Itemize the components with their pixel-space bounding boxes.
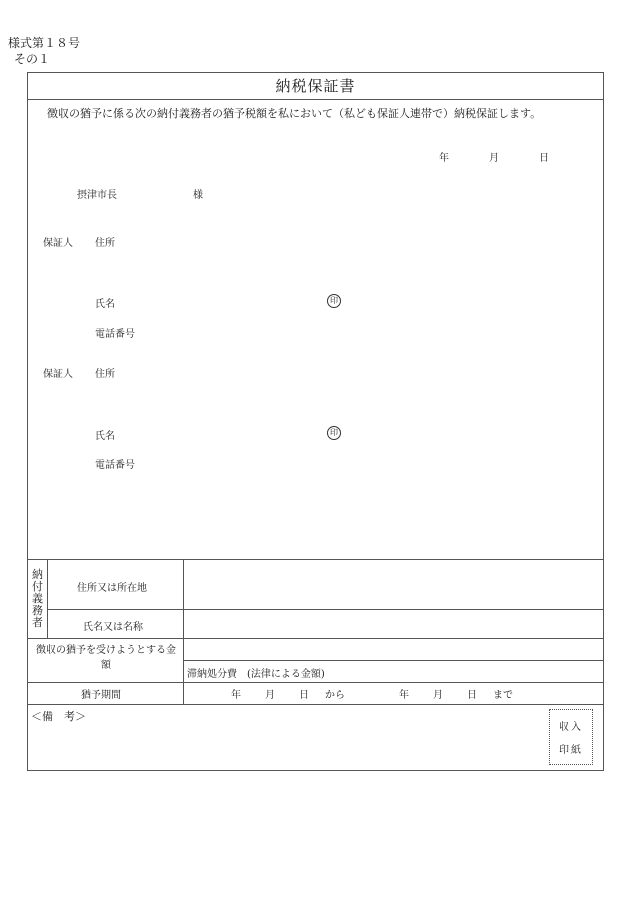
- taxpayer-char: 義: [32, 591, 43, 605]
- row-divider-period: [28, 682, 603, 683]
- row-divider-taxpayer: [47, 609, 603, 610]
- period-from-suffix: から: [325, 690, 345, 701]
- row-divider-remarks: [28, 704, 603, 705]
- col-divider-vertical-label: [47, 559, 48, 638]
- guarantee-statement: 徴収の猶予に係る次の納付義務者の猶予税額を私において（私ども保証人連帯で）納税保証します。: [47, 107, 542, 120]
- taxpayer-char: 納: [32, 567, 43, 581]
- col-divider-label-value: [183, 559, 184, 704]
- guarantor2-name-label: 氏名: [95, 431, 115, 442]
- period-from-year: 年: [231, 690, 241, 701]
- addressee-name: 摂津市長: [77, 190, 117, 201]
- date-month: 月: [489, 153, 499, 164]
- remarks-label: ＜備 考＞: [31, 710, 86, 723]
- period-to-day: 日: [467, 690, 477, 701]
- taxpayer-char: 務: [32, 603, 43, 617]
- amount-label: 徴収の猶予を受けようとする金額: [36, 645, 176, 671]
- taxpayer-char: 付: [32, 579, 43, 593]
- addressee-honorific: 様: [193, 190, 203, 201]
- date-year: 年: [439, 153, 449, 164]
- guarantor1-seal-icon: 印: [327, 294, 341, 308]
- guarantee-form: [27, 72, 604, 771]
- date-day: 日: [539, 153, 549, 164]
- period-from-day: 日: [299, 690, 309, 701]
- guarantor2-phone-label: 電話番号: [95, 460, 135, 471]
- guarantor2-address-label: 住所: [95, 369, 115, 380]
- taxpayer-vertical-label: [28, 559, 47, 638]
- taxpayer-char: 者: [32, 615, 43, 629]
- guarantor1-phone-label: 電話番号: [95, 329, 135, 340]
- revenue-stamp-line2: 印紙: [559, 745, 583, 756]
- table-top-border: [28, 559, 603, 560]
- period-to-month: 月: [433, 690, 443, 701]
- guarantor2-seal-icon: 印: [327, 426, 341, 440]
- guarantor1-address-label: 住所: [95, 238, 115, 249]
- revenue-stamp-line1: 収入: [559, 722, 583, 733]
- form-sub-number: その１: [14, 52, 51, 66]
- delinquency-label: 滞納処分費 (法律による金額): [187, 669, 325, 680]
- row-divider-delinquency: [183, 660, 603, 661]
- guarantor2-label: 保証人: [43, 369, 73, 380]
- form-title: 納税保証書: [28, 73, 603, 100]
- taxpayer-name-label: 氏名又は名称: [83, 622, 143, 633]
- guarantor1-name-label: 氏名: [95, 299, 115, 310]
- period-from-month: 月: [265, 690, 275, 701]
- period-label: 猶予期間: [81, 690, 121, 701]
- taxpayer-address-label: 住所又は所在地: [77, 583, 147, 594]
- row-divider-amount: [28, 638, 603, 639]
- guarantor1-label: 保証人: [43, 238, 73, 249]
- period-to-year: 年: [399, 690, 409, 701]
- period-to-suffix: まで: [493, 690, 513, 701]
- form-number: 様式第１８号: [8, 36, 81, 50]
- revenue-stamp-box: [549, 709, 593, 765]
